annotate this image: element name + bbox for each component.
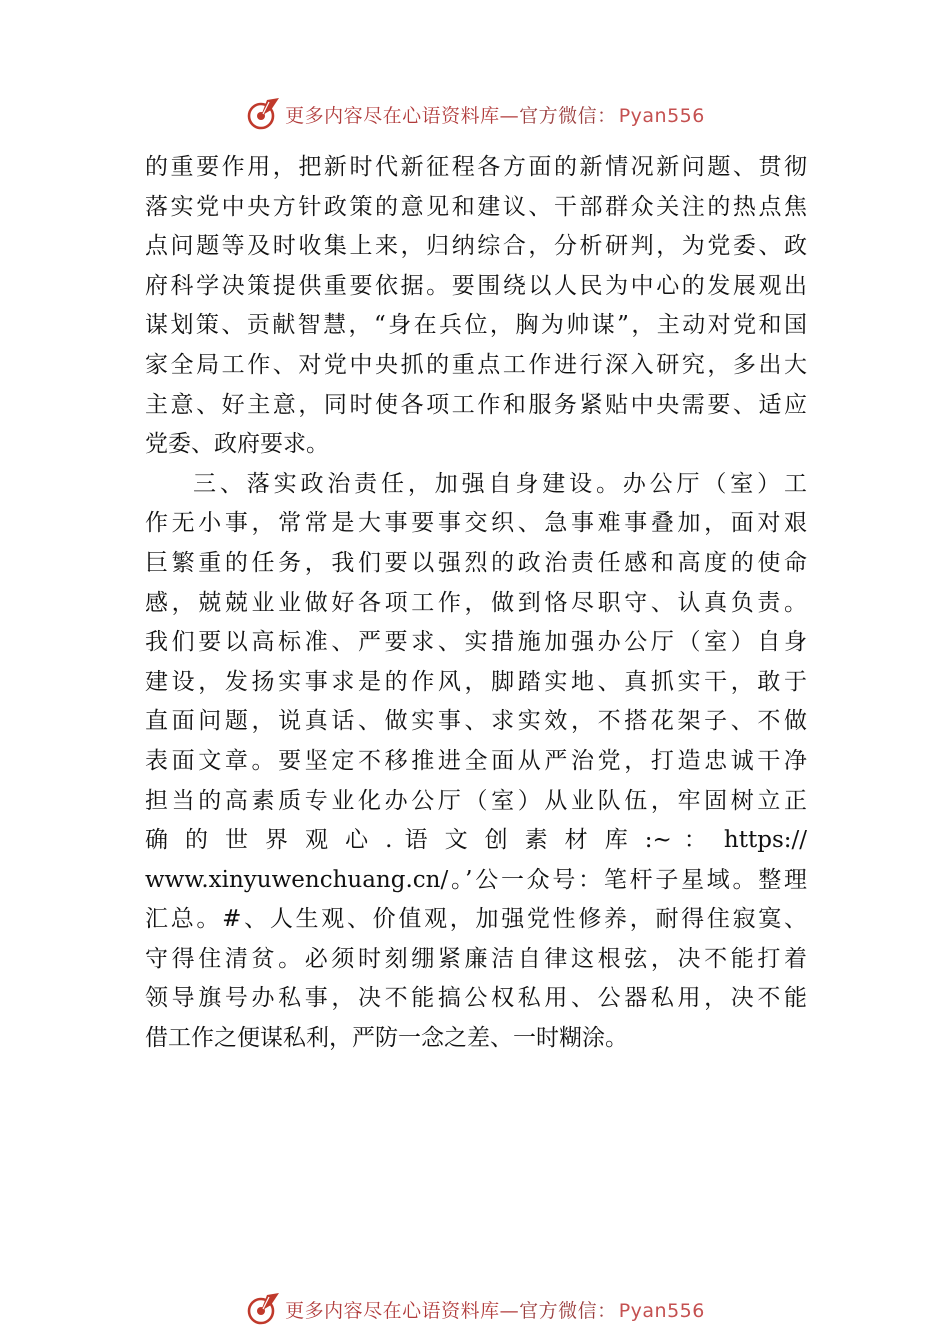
body-line: 谋划策、贡献智慧，“身在兵位，胸为帅谋”，主动对党和国	[145, 312, 807, 339]
body-line: 府科学决策提供重要依据。要围绕以人民为中心的发展观出	[145, 272, 807, 299]
watermark-label: 官方微信：	[519, 1299, 617, 1322]
body-line: 感，兢兢业业做好各项工作，做到恪尽职守、认真负责。	[145, 589, 807, 616]
watermark-text	[285, 101, 705, 128]
body-line: 主意、好主意，同时使各项工作和服务紧贴中央需要、适应	[145, 391, 807, 418]
body-line: 确 的 世 界 观 心 . 语 文 创 素 材 库 :~ ： https://	[145, 827, 807, 854]
body-line: 点问题等及时收集上来，归纳综合，分析研判，为党委、政	[145, 233, 807, 260]
header-watermark	[0, 94, 950, 134]
watermark-wechat-id: Pyan556	[618, 1299, 705, 1322]
watermark-dash: —	[499, 104, 520, 127]
body-line: 作无小事，常常是大事要事交织、急事难事叠加，面对艰	[145, 510, 807, 537]
quill-pen-logo-icon	[245, 1291, 281, 1327]
body-line: 表面文章。要坚定不移推进全面从严治党，打造忠诚干净	[145, 747, 807, 774]
body-line: 我们要以高标准、严要求、实措施加强办公厅（室）自身	[145, 629, 807, 656]
watermark-site-text: 更多内容尽在心语资料库	[285, 104, 500, 127]
body-line: 党委、政府要求。	[145, 431, 329, 458]
body-line: 巨繁重的任务，我们要以强烈的政治责任感和高度的使命	[145, 549, 807, 576]
body-line: 守得住清贫。必须时刻绷紧廉洁自律这根弦，决不能打着	[145, 945, 807, 972]
footer-watermark	[0, 1289, 950, 1329]
body-line: 领导旗号办私事，决不能搞公权私用、公器私用，决不能	[145, 985, 807, 1012]
body-line: 汇总。#、人生观、价值观，加强党性修养，耐得住寂寞、	[145, 906, 807, 933]
watermark-text	[285, 1296, 705, 1323]
watermark-site-text: 更多内容尽在心语资料库	[285, 1299, 500, 1322]
watermark-label: 官方微信：	[519, 104, 617, 127]
body-line: 家全局工作、对党中央抓的重点工作进行深入研究，多出大	[145, 351, 807, 378]
watermark-dash: —	[499, 1299, 520, 1322]
body-line: 落实党中央方针政策的意见和建议、干部群众关注的热点焦	[145, 193, 807, 220]
watermark-wechat-id: Pyan556	[618, 104, 705, 127]
section-heading-line: 三、落实政治责任，加强自身建设。办公厅（室）工	[193, 470, 807, 497]
body-line: 担当的高素质专业化办公厅（室）从业队伍，牢固树立正	[145, 787, 807, 814]
body-line: 建设，发扬实事求是的作风，脚踏实地、真抓实干，敢于	[145, 668, 807, 695]
body-line: 借工作之便谋私利，严防一念之差、一时糊涂。	[145, 1025, 628, 1052]
document-body	[145, 148, 807, 1059]
quill-pen-logo-icon	[245, 96, 281, 132]
body-line: www.xinyuwenchuang.cn/。’公一众号：笔杆子星域。整理	[145, 866, 807, 893]
body-line: 直面问题，说真话、做实事、求实效，不搭花架子、不做	[145, 708, 807, 735]
body-line: 的重要作用，把新时代新征程各方面的新情况新问题、贯彻	[145, 154, 807, 180]
